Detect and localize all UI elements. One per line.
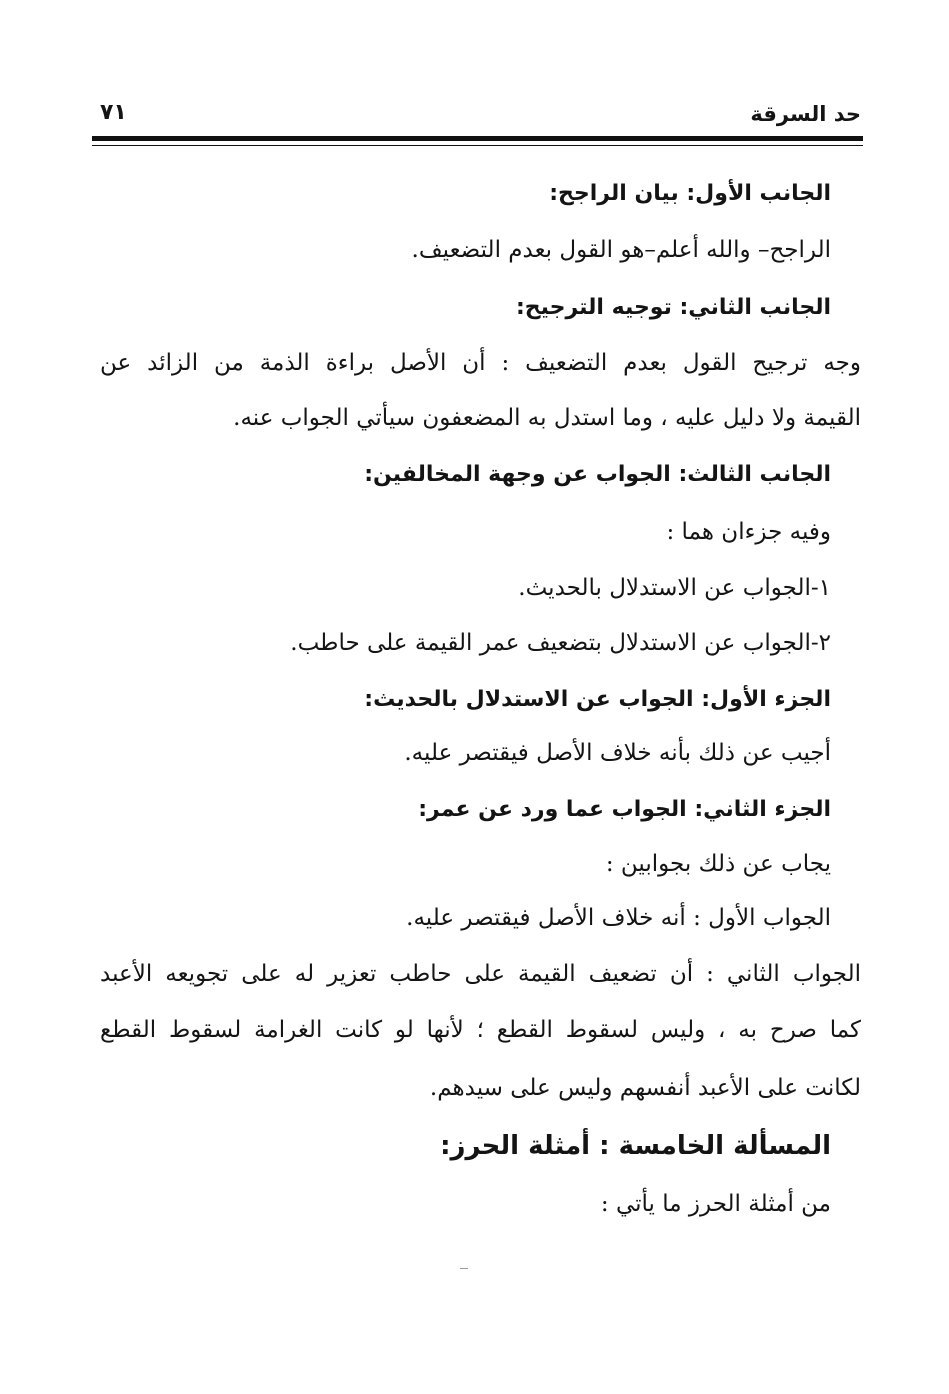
paragraph-line: الراجح– والله أعلم–هو القول بعدم التضعيف. — [411, 237, 831, 263]
paragraph-line: لكانت على الأعبد أنفسهم وليس على سيدهم. — [429, 1075, 861, 1101]
header-rule-thick — [92, 136, 863, 141]
paragraph-line: كما صرح به ، وليس لسقوط القطع ؛ لأنها لو كانت الغرامة لسقوط القطع — [100, 1017, 861, 1043]
section-heading: الجزء الأول: الجواب عن الاستدلال بالحديث: — [364, 687, 831, 712]
paragraph-line: القيمة ولا دليل عليه ، وما استدل به المضعفون سيأتي الجواب عنه. — [233, 405, 861, 431]
section-heading: الجزء الثاني: الجواب عما ورد عن عمر: — [418, 797, 831, 822]
section-heading: الجانب الثالث: الجواب عن وجهة المخالفين: — [364, 462, 831, 487]
page-header — [92, 100, 861, 134]
print-mark — [460, 1268, 468, 1269]
list-item: ٢-الجواب عن الاستدلال بتضعيف عمر القيمة على حاطب. — [290, 630, 831, 656]
paragraph-line: من أمثلة الحرز ما يأتي : — [600, 1191, 831, 1217]
paragraph-line: الجواب الأول : أنه خلاف الأصل فيقتصر عليه. — [406, 905, 831, 931]
paragraph-line: وفيه جزءان هما : — [666, 519, 831, 545]
paragraph-line: الجواب الثاني : أن تضعيف القيمة على حاطب تعزير له على تجويعه الأعبد — [100, 961, 861, 987]
section-heading: الجانب الثاني: توجيه الترجيح: — [516, 295, 831, 320]
running-title: حد السرقة — [750, 102, 861, 126]
list-item: ١-الجواب عن الاستدلال بالحديث. — [518, 575, 831, 601]
paragraph-line: يجاب عن ذلك بجوابين : — [605, 851, 831, 877]
paragraph-line: أجيب عن ذلك بأنه خلاف الأصل فيقتصر عليه. — [404, 740, 831, 766]
paragraph-line: وجه ترجيح القول بعدم التضعيف : أن الأصل براءة الذمة من الزائد عن — [100, 350, 861, 376]
page-number: ٧١ — [100, 100, 127, 125]
header-rule-thin — [92, 145, 863, 146]
chapter-heading: المسألة الخامسة : أمثلة الحرز: — [440, 1131, 831, 1161]
section-heading: الجانب الأول: بيان الراجح: — [549, 181, 831, 206]
